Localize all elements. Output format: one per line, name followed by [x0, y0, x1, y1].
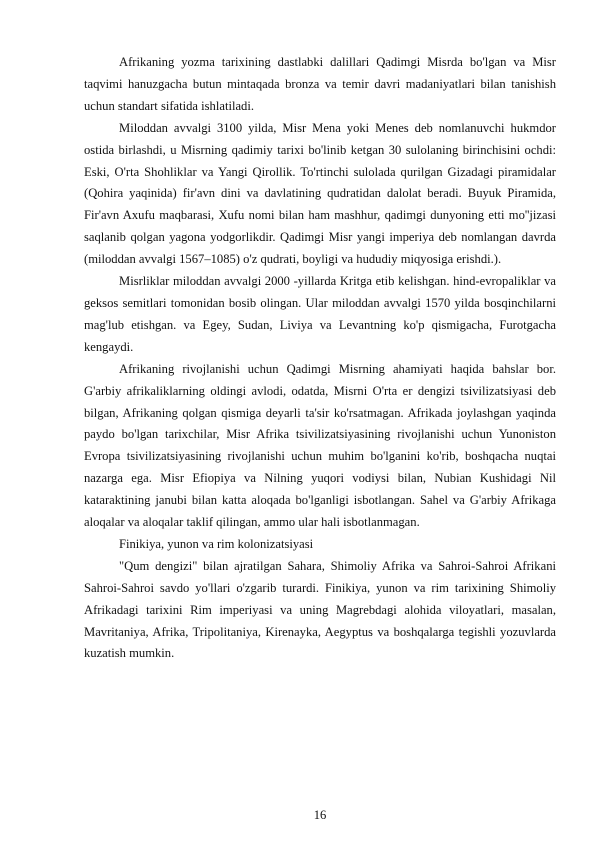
paragraph-egypt-expansion: Misrliklar miloddan avvalgi 2000 -yillarda Kritga etib kelishgan. hind-evropaliklar va geksos semitlari tomonidan bosib olingan. Ular miloddan avvalgi 1570 yilda bosqinchilarni mag'lub etishgan. va Egey, Sudan, Liviya va Levantning ko'p qismigacha, Furotgacha kengaydi.	[84, 274, 556, 354]
paragraph-egypt-significance: Afrikaning rivojlanishi uchun Qadimgi Misrning ahamiyati haqida bahslar bor. G'arbiy afrikaliklarning oldingi avlodi, odatda, Misrni O'rta er dengizi tsivilizatsiyasi deb bilgan, Afrikaning qolgan qismiga deyarli ta'sir ko'rsatmagan. Afrikada joylashgan yaqinda paydo bo'lgan tarixchilar, Misr Afrika tsivilizatsiyasining rivojlanishi uchun Yunoniston Evropa tsivilizatsiyasining rivojlanishi uchun muhim bo'lganini ko'rib, boshqacha nuqtai nazarga ega. Misr Efiopiya va Nilning yuqori vodiysi bilan, Nubian Kushidagi Nil kataraktining janubi bilan katta aloqada bo'lganligi isbotlangan. Sahel va G'arbiy Afrikaga aloqalar va aloqalar taklif qilingan, ammo ular hali isbotlanmagan.	[84, 361, 556, 530]
section-heading: Finikiya, yunon va rim kolonizatsiyasi	[119, 536, 314, 551]
paragraph-egypt-writing: Afrikaning yozma tarixining dastlabki dalillari Qadimgi Misrda bo'lgan va Misr taqvimi hanuzgacha butun mintaqada bronza va temir davri madaniyatlari bilan tanishish uchun standart sifatida ishlatiladi.	[84, 55, 556, 113]
paragraph-colonization: "Qum dengizi" bilan ajratilgan Sahara, Shimoliy Afrika va Sahroi-Sahroi Afrikani Sahroi-Sahroi savdo yo'llari o'zgarib turardi. Finikiya, yunon va rim tarixining Shimoliy Afrikadagi tarixini Rim imperiyasi va uning Magrebdagi alohida viloyatlari, masalan, Mavritaniya, Afrika, Tripolitaniya, Kirenayka, Aegyptus va boshqalarga tegishli yozuvlarda kuzatish mumkin.	[84, 558, 556, 661]
document-page	[84, 52, 556, 665]
page-number: 16	[313, 808, 327, 822]
paragraph-egypt-dynasties: Miloddan avvalgi 3100 yilda, Misr Mena yoki Menes deb nomlanuvchi hukmdor ostida birlashdi, u Misrning qadimiy tarixi bo'linib ketgan 30 sulolaning birinchisini ochdi: Eski, O'rta Shohliklar va Yangi Qirollik. To'rtinchi sulolada qurilgan Gizadagi piramidalar (Qohira yaqinida) fir'avn dini va davlatining qudratidan dalolat beradi. Buyuk Piramida, Fir'avn Axufu maqbarasi, Xufu nomi bilan ham mashhur, qadimgi dunyoning etti mo''jizasi saqlanib qolgan yagona yodgorlikdir. Qadimgi Misr yangi imperiya deb nomlangan davrda (miloddan avvalgi 1567–1085) o'z qudrati, boyligi va hududiy miqyosiga erishdi.).	[84, 120, 556, 267]
